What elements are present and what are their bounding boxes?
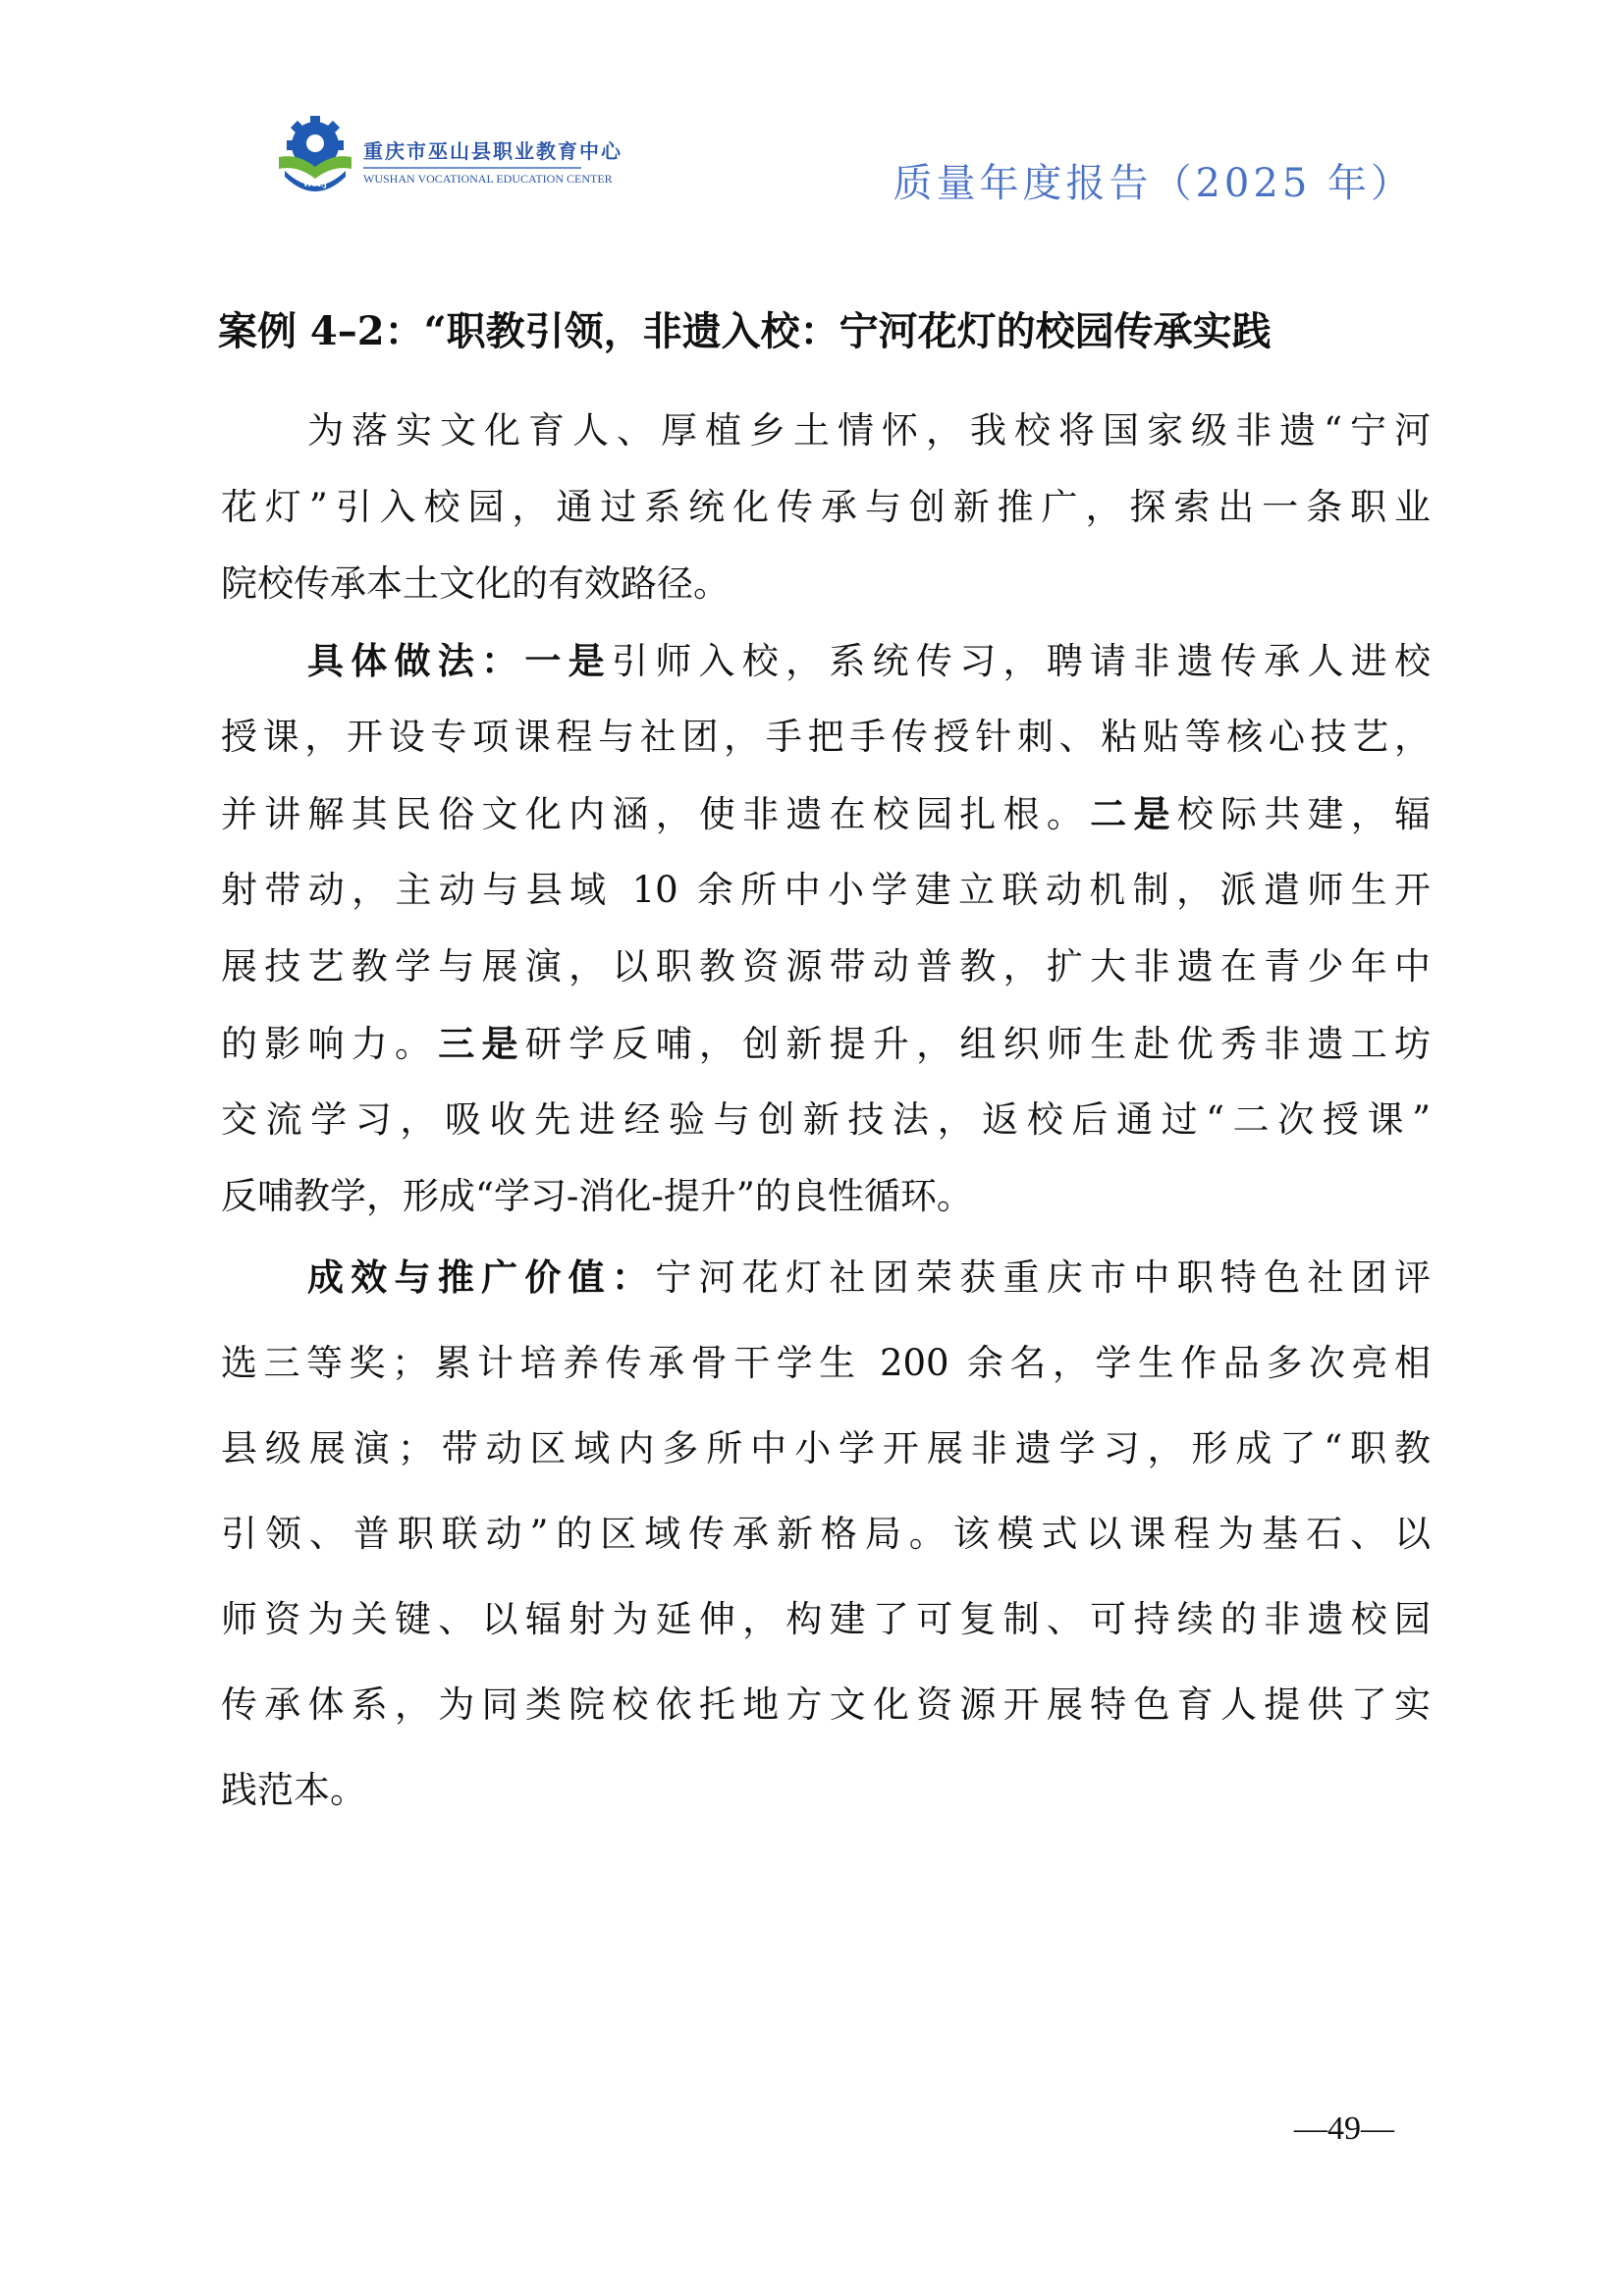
text-line — [221, 393, 1431, 469]
case-body — [221, 393, 1431, 1833]
body-text: 交流学习，吸收先进经验与创新技法，返校后通过“二次授课” — [221, 1098, 1431, 1141]
body-text: 的影响力。 — [221, 1023, 439, 1065]
body-text: 宁河花灯社团荣获重庆市中职特色社团评 — [655, 1256, 1432, 1299]
text-line — [221, 469, 1431, 546]
logo-english-name: WUSHAN VOCATIONAL EDUCATION CENTER — [363, 172, 613, 186]
case-title: 案例 4–2：“职教引领，非遗入校：宁河花灯的校园传承实践 — [218, 308, 1272, 354]
text-line — [221, 1662, 1431, 1747]
body-text: 县级展演；带动区域内多所中小学开展非遗学习，形成了“职教 — [221, 1427, 1431, 1469]
text-line — [221, 1158, 1431, 1235]
text-line — [221, 1005, 1431, 1082]
body-text: 反哺教学，形成“学习-消化-提升”的良性循环。 — [221, 1175, 973, 1217]
body-text: 研学反哺，创新提升，组织师生赴优秀非遗工坊 — [524, 1023, 1432, 1065]
text-line — [221, 1235, 1431, 1320]
text-line — [221, 929, 1431, 1005]
text-line — [221, 1082, 1431, 1158]
body-text: 并讲解其民俗文化内涵，使非遗在校园扎根。 — [221, 793, 1091, 835]
text-line — [221, 852, 1431, 929]
body-text: 践范本。 — [221, 1769, 366, 1811]
text-line — [221, 1491, 1431, 1576]
body-text: 射带动，主动与县域 10 余所中小学建立联动机制，派遣师生开 — [221, 869, 1431, 911]
body-text: 引领、普职联动”的区域传承新格局。该模式以课程为基石、以 — [221, 1513, 1431, 1555]
text-line — [221, 546, 1431, 622]
body-text: 花灯”引入校园，通过系统化传承与创新推广，探索出一条职业 — [221, 486, 1431, 528]
body-text: 师资为关键、以辐射为延伸，构建了可复制、可持续的非遗校园 — [221, 1598, 1431, 1640]
text-line — [221, 1406, 1431, 1491]
gear-book-logo-icon — [273, 110, 357, 198]
text-line — [221, 1576, 1431, 1662]
bold-lead-text: 具体做法：一是 — [307, 639, 612, 682]
page-number: —49— — [1294, 2110, 1394, 2147]
paragraph — [221, 622, 1431, 1235]
body-text: 院校传承本土文化的有效路径。 — [221, 562, 730, 605]
text-line — [221, 775, 1431, 852]
text-line — [221, 699, 1431, 775]
body-text: 选三等奖；累计培养传承骨干学生 200 余名，学生作品多次亮相 — [221, 1342, 1431, 1384]
body-text: 校际共建，辐 — [1176, 793, 1432, 835]
text-line — [221, 1320, 1431, 1406]
bold-lead-text: 成效与推广价值： — [307, 1255, 656, 1299]
logo-chinese-name: 重庆市巫山县职业教育中心 — [363, 139, 623, 163]
body-text: 展技艺教学与展演，以职教资源带动普教，扩大非遗在青少年中 — [221, 945, 1431, 988]
paragraph — [221, 1235, 1431, 1833]
body-text: 为落实文化育人、厚植乡土情怀，我校将国家级非遗“宁河 — [307, 409, 1431, 452]
body-text: 传承体系，为同类院校依托地方文化资源开展特色育人提供了实 — [221, 1683, 1431, 1726]
school-logo — [273, 110, 623, 203]
body-text: 引师入校，系统传习，聘请非遗传承人进校 — [611, 640, 1432, 682]
logo-badge: WSZJ — [302, 179, 328, 188]
paragraph — [221, 393, 1431, 622]
body-text: 授课，开设专项课程与社团，手把手传授针刺、粘贴等核心技艺， — [221, 716, 1431, 758]
logo-divider — [363, 167, 581, 169]
text-line — [221, 622, 1431, 699]
report-header-title: 质量年度报告（2025 年） — [893, 161, 1414, 206]
text-line — [221, 1747, 1431, 1833]
bold-lead-text: 二是 — [1090, 792, 1177, 835]
bold-lead-text: 三是 — [438, 1022, 525, 1065]
